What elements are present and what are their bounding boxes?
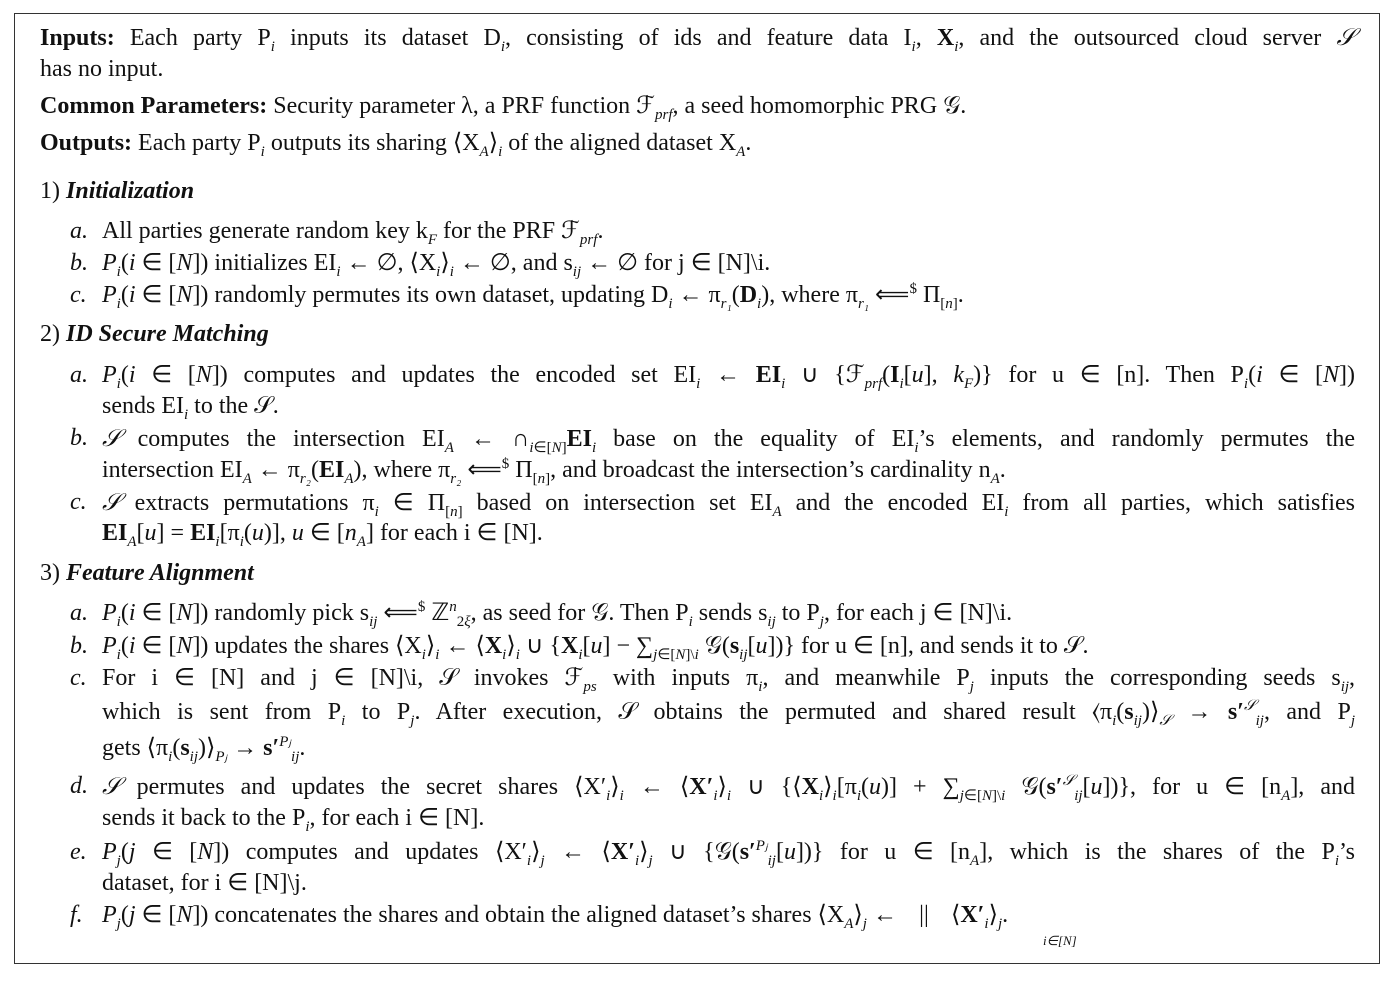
step-3e-line2: dataset, for i ∈ [N]\j. [102,870,307,896]
step-3b: $P_i(i$ ∈ [N]) updates the shares $⟨X_i⟩_i$ ← $⟨X_i⟩_i$ ∪ {$X_i[u] - \sum_{j\in[N]\backslash i}$ $𝒢(s_{ij}[u])$} for u ∈ [n], and sends it to 𝒮. [102,633,1089,663]
outputs-line: Outputs: Each party $P_i$ outputs its sharing $⟨X_A⟩_i$ of the aligned dataset $X_A$. [40,130,752,160]
section-initialization: 1) Initialization [40,178,195,204]
step-2b-line2: intersection $EI_A$ ← $\pi_{r_2}(EI_A)$, where $\pi_{r_2}$ ⟸$ $\Pi_{[n]}$, and broadcast the intersection’s cardinality $n_A$. [102,456,1006,487]
step-3f: $P_j(j$ ∈ [N]) concatenates the shares and obtain the aligned dataset’s shares $⟨X_A⟩_j$ ← || $⟨X'_i⟩_j$. [102,902,1009,932]
section-feature-alignment: 3) Feature Alignment [40,560,254,586]
step-2c-line2: $EI_A[u] = EI_i[\pi_i(u)]$, u ∈ $[n_A]$ for each i ∈ [N]. [102,520,543,550]
section-id-secure-matching: 2) ID Secure Matching [40,321,269,347]
step-3e-line1: $P_j(j$ ∈ [N]) computes and updates $⟨X'_i⟩_j$ ← $⟨X'_i⟩_j$ ∪ $\{𝒢(s'^{Pⱼ}_{ij}[u])\}$ for u ∈ $[n_A]$, which is the shares of the $P_i’s$ [102,838,1356,869]
step-3c-line3: gets $⟨\pi_i(s_{ij})⟩_{Pⱼ} \to s'^{Pⱼ}_{ij}$. [102,734,306,765]
label-3c: c. [70,665,87,691]
step-3c-line2: which is sent from $P_i$ to $P_j$. After execution, 𝒮 obtains the permuted and shared result $⟨\pi_i(s_{ij})⟩_𝒮 \to s'^𝒮_{ij}$, and $P_j$ [102,696,1356,729]
label-2b: b. [70,425,88,451]
label-3f: f. [70,902,83,928]
step-3d-line1: 𝒮 permutes and updates the secret shares $⟨X'_i⟩_i$ ← $⟨X'_i⟩_i$ ∪ {$⟨X_i⟩_i[\pi_i(u)] + \sum_{j\in[N]\backslash i}$ $𝒢(s'^𝒮_{ij}[u])$}, for u ∈ $[n_A]$, and [102,771,1356,804]
label-1b: b. [70,250,88,276]
label-3e: e. [70,839,87,865]
step-3a: $P_i(i$ ∈ [N]) randomly pick $s_{ij}$ ⟸$ ℤ$^n_{2\xi}$, as seed for 𝒢. Then $P_i$ sends $s_{ij}$ to $P_j$, for each j ∈ [N]\i. [102,599,1013,630]
label-3d: d. [70,773,88,799]
step-1b: $P_i(i$ ∈ [N]) initializes $EI_i$ ← ∅, $⟨X_i⟩_i$ ← ∅, and $s_{ij}$ ← ∅ for j ∈ [N]\i. [102,250,771,280]
step-3c-line1: For i ∈ [N] and j ∈ [N]\i, 𝒮 invokes ℱ$_{ps}$ with inputs $\pi_i$, and meanwhile $P_j$ inputs the corresponding seeds $s_{ij}$, [102,665,1356,695]
label-3a: a. [70,600,88,626]
label-1a: a. [70,218,88,244]
inputs-line-2: has no input. [40,56,164,82]
step-3d-line2: sends it back to the $P_i$, for each i ∈ [N]. [102,805,485,835]
label-2a: a. [70,362,88,388]
inputs-line-1: Inputs: Each party $P_i$ inputs its dataset $D_i$, consisting of ids and feature data $I_i$, $X_i$, and the outsourced cloud server 𝒮 [40,23,1356,55]
step-2c-line1: 𝒮 extracts permutations $\pi_i$ ∈ $\Pi_{[n]}$ based on intersection set $EI_A$ and the encoded $EI_i$ from all parties, which satisfies [102,488,1356,520]
step-2b-line1: 𝒮 computes the intersection $EI_A$ ← $\cap_{i\in[N]}EI_i$ base on the equality of $EI_i’s$ elements, and randomly permutes the [102,424,1356,456]
step-2a-line1: $P_i(i$ ∈ [N]) computes and updates the encoded set $EI_i$ ← $EI_i$ ∪ {$ℱ_{prf}(I_i[u]$, $k_F$)} for u ∈ [n]. Then $P_i(i$ ∈ [N]) [102,362,1356,392]
step-1a: All parties generate random key $k_F$ for the PRF ℱ$_{prf}$. [102,218,604,248]
label-1c: c. [70,282,87,308]
params-line: Common Parameters: Security parameter λ, a PRF function ℱ$_{prf}$, a seed homomorphic PRG 𝒢. [40,93,967,123]
label-2c: c. [70,489,87,515]
step-1c: $P_i(i$ ∈ [N]) randomly permutes its own dataset, updating $D_i$ ← $\pi_{r_1}(D_i)$, where $\pi_{r_1}$ ⟸$ $\Pi_{[n]}$. [102,281,964,312]
label-3b: b. [70,633,88,659]
concat-subscript: i∈[N] [1043,933,1077,948]
step-2a-line2: sends $EI_i$ to the 𝒮. [102,393,279,423]
